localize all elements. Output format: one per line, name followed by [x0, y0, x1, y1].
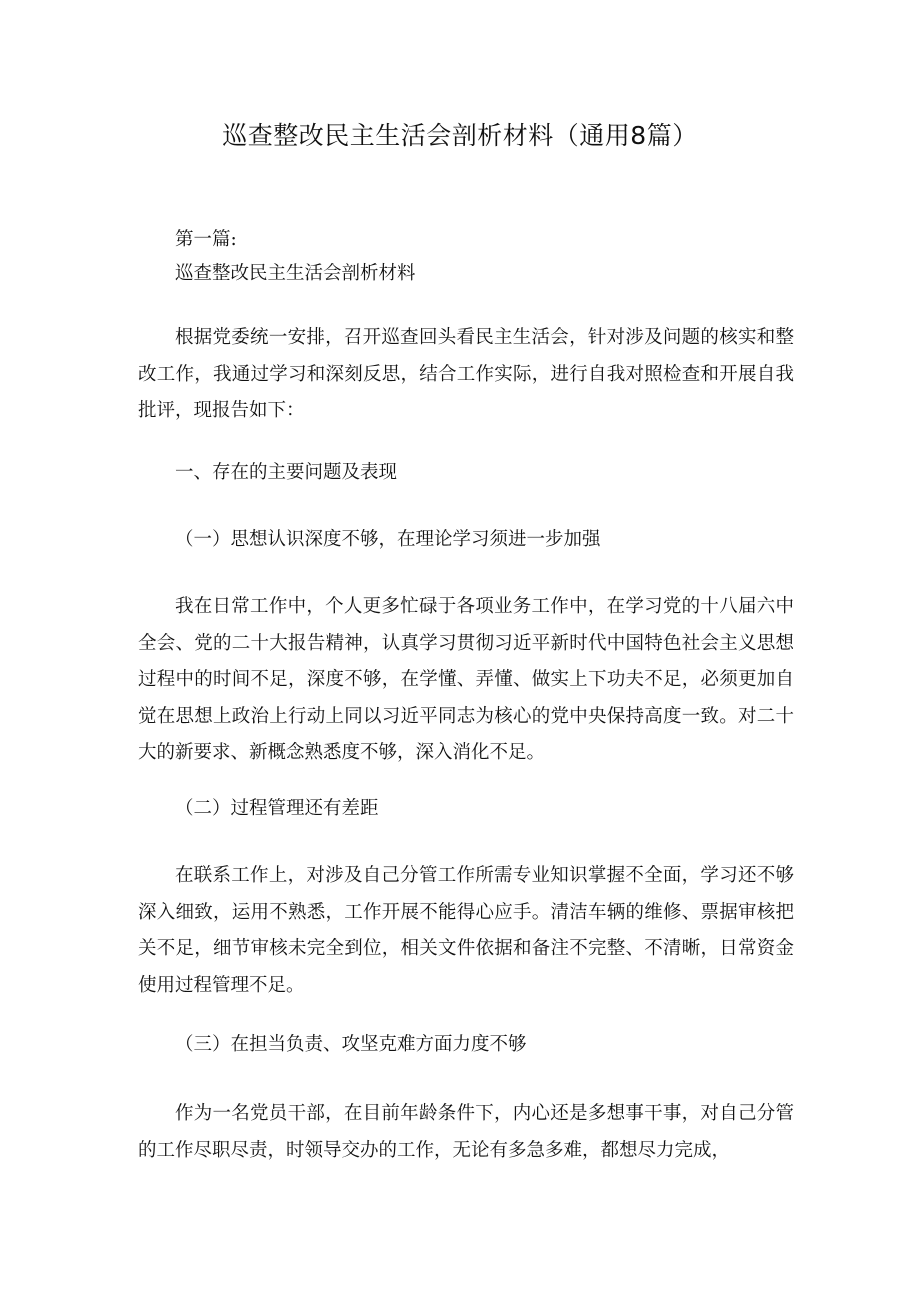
subsection-heading-1: （一）思想认识深度不够，在理论学习须进一步加强: [175, 529, 601, 550]
section-heading: 一、存在的主要问题及表现: [175, 462, 398, 483]
subsection-body-2: 在联系工作上，对涉及自己分管工作所需专业知识掌握不全面，学习还不够深入细致，运用不熟悉，工作开展不能得心应手。清洁车辆的维修、票据审核把关不足，细节审核未完全到位，相关文件依据和备注不完整、不清晰，日常资金使用过程管理不足。: [138, 865, 794, 996]
subsection-body-1: 我在日常工作中，个人更多忙碌于各项业务工作中，在学习党的十八届六中全会、党的二十大报告精神，认真学习贯彻习近平新时代中国特色社会主义思想过程中的时间不足，深度不够，在学懂、弄懂、做实上下功夫不足，必须更加自觉在思想上政治上行动上同以习近平同志为核心的党中央保持高度一致。对二十大的新要求、新概念熟悉度不够，深入消化不足。: [138, 596, 794, 763]
subsection-heading-2: （二）过程管理还有差距: [175, 798, 379, 819]
document-title: 巡查整改民主生活会剖析材料（通用8篇）: [222, 121, 698, 150]
subsection-heading-3: （三）在担当负责、攻坚克难方面力度不够: [175, 1034, 527, 1055]
intro-paragraph: 根据党委统一安排，召开巡查回头看民主生活会，针对涉及问题的核实和整改工作，我通过学习和深刻反思，结合工作实际，进行自我对照检查和开展自我批评，现报告如下：: [138, 327, 794, 421]
part-title: 巡查整改民主生活会剖析材料: [175, 263, 416, 284]
part-label: 第一篇:: [175, 229, 237, 250]
subsection-body-3: 作为一名党员干部，在目前年龄条件下，内心还是多想事干事，对自己分管的工作尽职尽责，时领导交办的工作，无论有多急多难，都想尽力完成，: [138, 1103, 794, 1161]
